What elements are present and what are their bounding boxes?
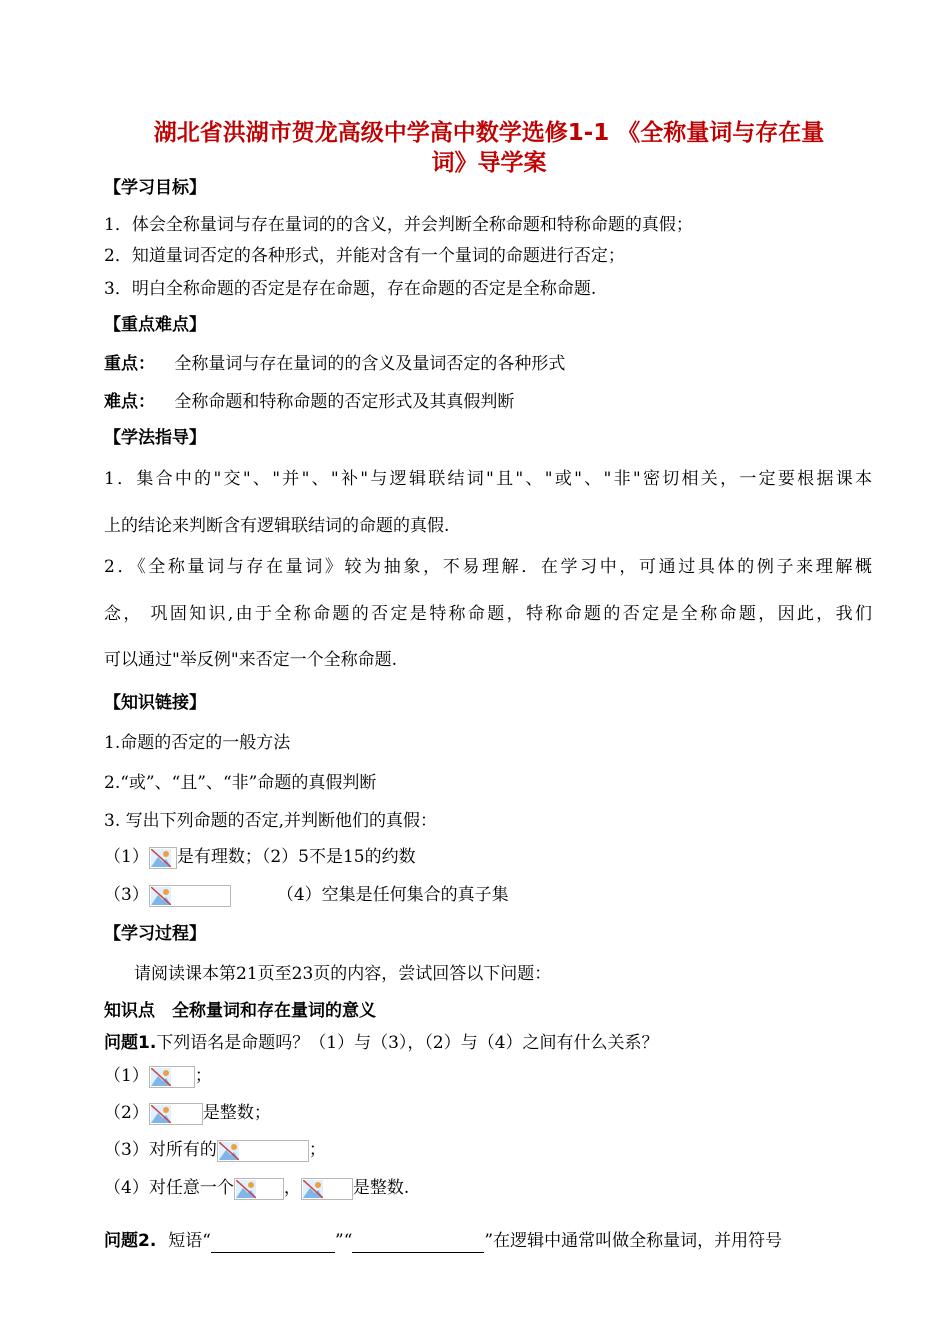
knowledge-point-title: 知识点 全称量词和存在量词的意义 [104,1001,376,1021]
statement-2-prefix: （2） [104,1103,149,1123]
document-title-line-1: 湖北省洪湖市贺龙高级中学高中数学选修1-1 《全称量词与存在量 [153,120,825,146]
statement-4-mid: ， [283,1178,301,1198]
focus-line [104,352,565,376]
question-1-text: 下列语名是命题吗？（1）与（3），（2）与（4）之间有什么关系？ [156,1033,659,1053]
question-2-text-c: ”在逻辑中通常叫做全称量词，并用符号 [484,1231,783,1251]
statement-4 [104,1176,409,1200]
statement-3-suffix: ； [308,1140,326,1160]
method-paragraph-1-line-1: 1．集合中的"交"、"并"、"补"与逻辑联结词"且"、"或"、"非"密切相关，一定要根据课本 [104,469,872,489]
statement-1-suffix: ； [194,1066,212,1086]
statement-4-suffix: 是整数. [352,1178,410,1198]
formula-image-icon [149,1103,203,1125]
formula-image-icon [234,1178,284,1200]
link-question-row-2 [104,883,509,907]
link-q3-prefix: （3） [104,885,149,905]
goal-item-2: 2．知道量词否定的各种形式，并能对含有一个量词的命题进行否定； [104,246,625,266]
document-title-line-2: 词》导学案 [431,150,547,176]
link-item-1: 1.命题的否定的一般方法 [104,733,291,753]
question-1-line [104,1031,659,1055]
process-intro: 请阅读课本第21页至23页的内容，尝试回答以下问题： [134,964,552,984]
statement-4-prefix: （4）对任意一个 [104,1178,234,1198]
focus-label: 重点： [104,354,155,374]
link-question-row-1 [104,845,416,869]
difficulty-label: 难点： [104,392,155,412]
formula-image-icon [301,1178,353,1200]
link-item-2: 2.“或”、“且”、“非”命题的真假判断 [104,773,377,793]
link-q4-text: （4）空集是任何集合的真子集 [276,885,509,905]
method-paragraph-2-line-3: 可以通过"举反例"来否定一个全称命题. [104,650,398,670]
question-2-line [104,1229,782,1253]
statement-3 [104,1138,326,1162]
method-paragraph-2-line-1: 2．《全称量词与存在量词》较为抽象，不易理解．在学习中，可通过具体的例子来理解概 [104,557,872,577]
goal-item-3: 3．明白全称命题的否定是存在命题，存在命题的否定是全称命题. [104,279,597,299]
section-heading-knowledge-link: 【知识链接】 [104,693,206,713]
formula-image-icon [149,885,231,907]
question-2-label: 问题2. [104,1231,157,1251]
formula-image-icon [217,1140,309,1162]
formula-image-icon [149,847,177,869]
focus-text: 全称量词与存在量词的的含义及量词否定的各种形式 [174,354,566,374]
question-2-text-a: 短语“ [168,1231,211,1251]
formula-image-icon [149,1066,195,1088]
statement-2-suffix: 是整数； [202,1103,271,1123]
statement-1-prefix: （1） [104,1066,149,1086]
difficulty-text: 全称命题和特称命题的否定形式及其真假判断 [174,392,515,412]
method-paragraph-1-line-2: 上的结论来判断含有逻辑联结词的命题的真假. [104,516,450,536]
link-q1-prefix: （1） [104,847,149,867]
statement-2 [104,1101,271,1125]
link-q1-suffix: 是有理数；（2）5不是15的约数 [176,847,416,867]
method-paragraph-2-line-2: 念， 巩固知识,由于全称命题的否定是特称命题，特称命题的否定是全称命题，因此，我们 [104,604,872,624]
section-heading-key-points: 【重点难点】 [104,315,206,335]
section-heading-process: 【学习过程】 [104,924,206,944]
question-2-text-b: ”“ [335,1231,353,1251]
goal-item-1: 1．体会全称量词与存在量词的的含义，并会判断全称命题和特称命题的真假； [104,215,693,235]
fill-in-blank-1[interactable] [211,1234,335,1253]
section-heading-method: 【学法指导】 [104,428,206,448]
statement-3-prefix: （3）对所有的 [104,1140,217,1160]
difficulty-line [104,390,514,414]
fill-in-blank-2[interactable] [352,1234,484,1253]
question-1-label: 问题1. [104,1033,157,1053]
link-item-3: 3. 写出下列命题的否定,并判断他们的真假： [104,811,438,831]
statement-1 [104,1064,212,1088]
section-heading-goals: 【学习目标】 [104,178,206,198]
